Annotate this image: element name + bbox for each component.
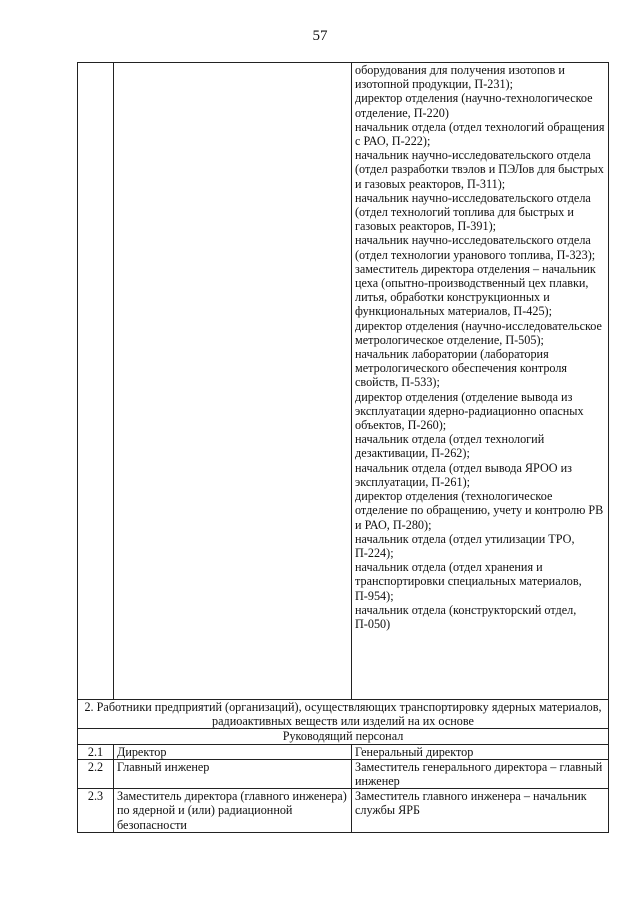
row-position: Директор	[114, 744, 352, 759]
list-item: директор отделения (научно-технологическое отделение, П-220)	[355, 91, 593, 120]
table-row-subsection	[78, 729, 609, 744]
table-row	[78, 759, 609, 788]
table-row-continuation	[78, 63, 609, 700]
positions-table	[77, 62, 609, 833]
row-equivalent: Заместитель главного инженера – начальник службы ЯРБ	[352, 789, 609, 833]
row-position: Главный инженер	[114, 759, 352, 788]
list-item: начальник научно-исследовательского отдела (отдел разработки твэлов и ПЭЛов для быстрых и газовых реакторов, П-311);	[355, 148, 604, 191]
row-number: 2.2	[78, 759, 114, 788]
list-item: заместитель директора отделения – начальник цеха (опытно-производственный цех плавки, литья, обработки конструкционных и функциональных материалов, П-425);	[355, 261, 596, 319]
cell-position-empty	[114, 63, 352, 700]
page-number: 57	[312, 28, 328, 44]
list-item: начальник научно-исследовательского отдела (отдел технологии уранового топлива, П-323);	[355, 233, 596, 262]
list-item: начальник отдела (отдел технологий дезактивации, П-262);	[355, 432, 545, 461]
table-row	[78, 744, 609, 759]
list-item: директор отделения (технологическое отделение по обращению, учету и контролю РВ и РАО, П-280);	[355, 489, 604, 532]
list-item: начальник отдела (отдел технологий обращения с РАО, П-222);	[355, 119, 605, 149]
row-equivalent: Генеральный директор	[352, 744, 609, 759]
row-number: 2.3	[78, 789, 114, 833]
cell-num-empty	[78, 63, 114, 700]
list-item: начальник отдела (отдел утилизации ТРО, П-224);	[355, 531, 575, 560]
list-item: начальник научно-исследовательского отдела (отдел технологий топлива для быстрых и газовых реакторов, П-391);	[355, 190, 591, 234]
row-position: Заместитель директора (главного инженера) по ядерной и (или) радиационной безопасности	[114, 789, 352, 833]
row-equivalent: Заместитель генерального директора – главный инженер	[352, 759, 609, 788]
list-item: начальник отдела (отдел вывода ЯРОО из эксплуатации, П-261);	[355, 460, 572, 489]
row-number: 2.1	[78, 744, 114, 759]
list-item: оборудования для получения изотопов и изотопной продукции, П-231);	[355, 63, 565, 92]
list-item: начальник отдела (отдел хранения и транспортировки специальных материалов, П-954);	[355, 560, 582, 603]
subsection-title: Руководящий персонал	[78, 729, 609, 744]
list-item: директор отделения (отделение вывода из эксплуатации ядерно-радиационно опасных объектов, П-260);	[355, 389, 584, 433]
table-row-section	[78, 700, 609, 729]
table-row	[78, 789, 609, 833]
section-title: 2. Работники предприятий (организаций), осуществляющих транспортировку ядерных материалов, радиоактивных веществ или изделий на их основе	[78, 700, 609, 729]
cell-continuation-list	[352, 63, 609, 700]
list-item: начальник отдела (конструкторский отдел, П-050)	[355, 602, 577, 631]
list-item: директор отделения (научно-исследовательское метрологическое отделение, П-505);	[355, 318, 602, 347]
list-item: начальник лаборатории (лаборатория метрологического обеспечения контроля свойств, П-533);	[355, 347, 568, 390]
